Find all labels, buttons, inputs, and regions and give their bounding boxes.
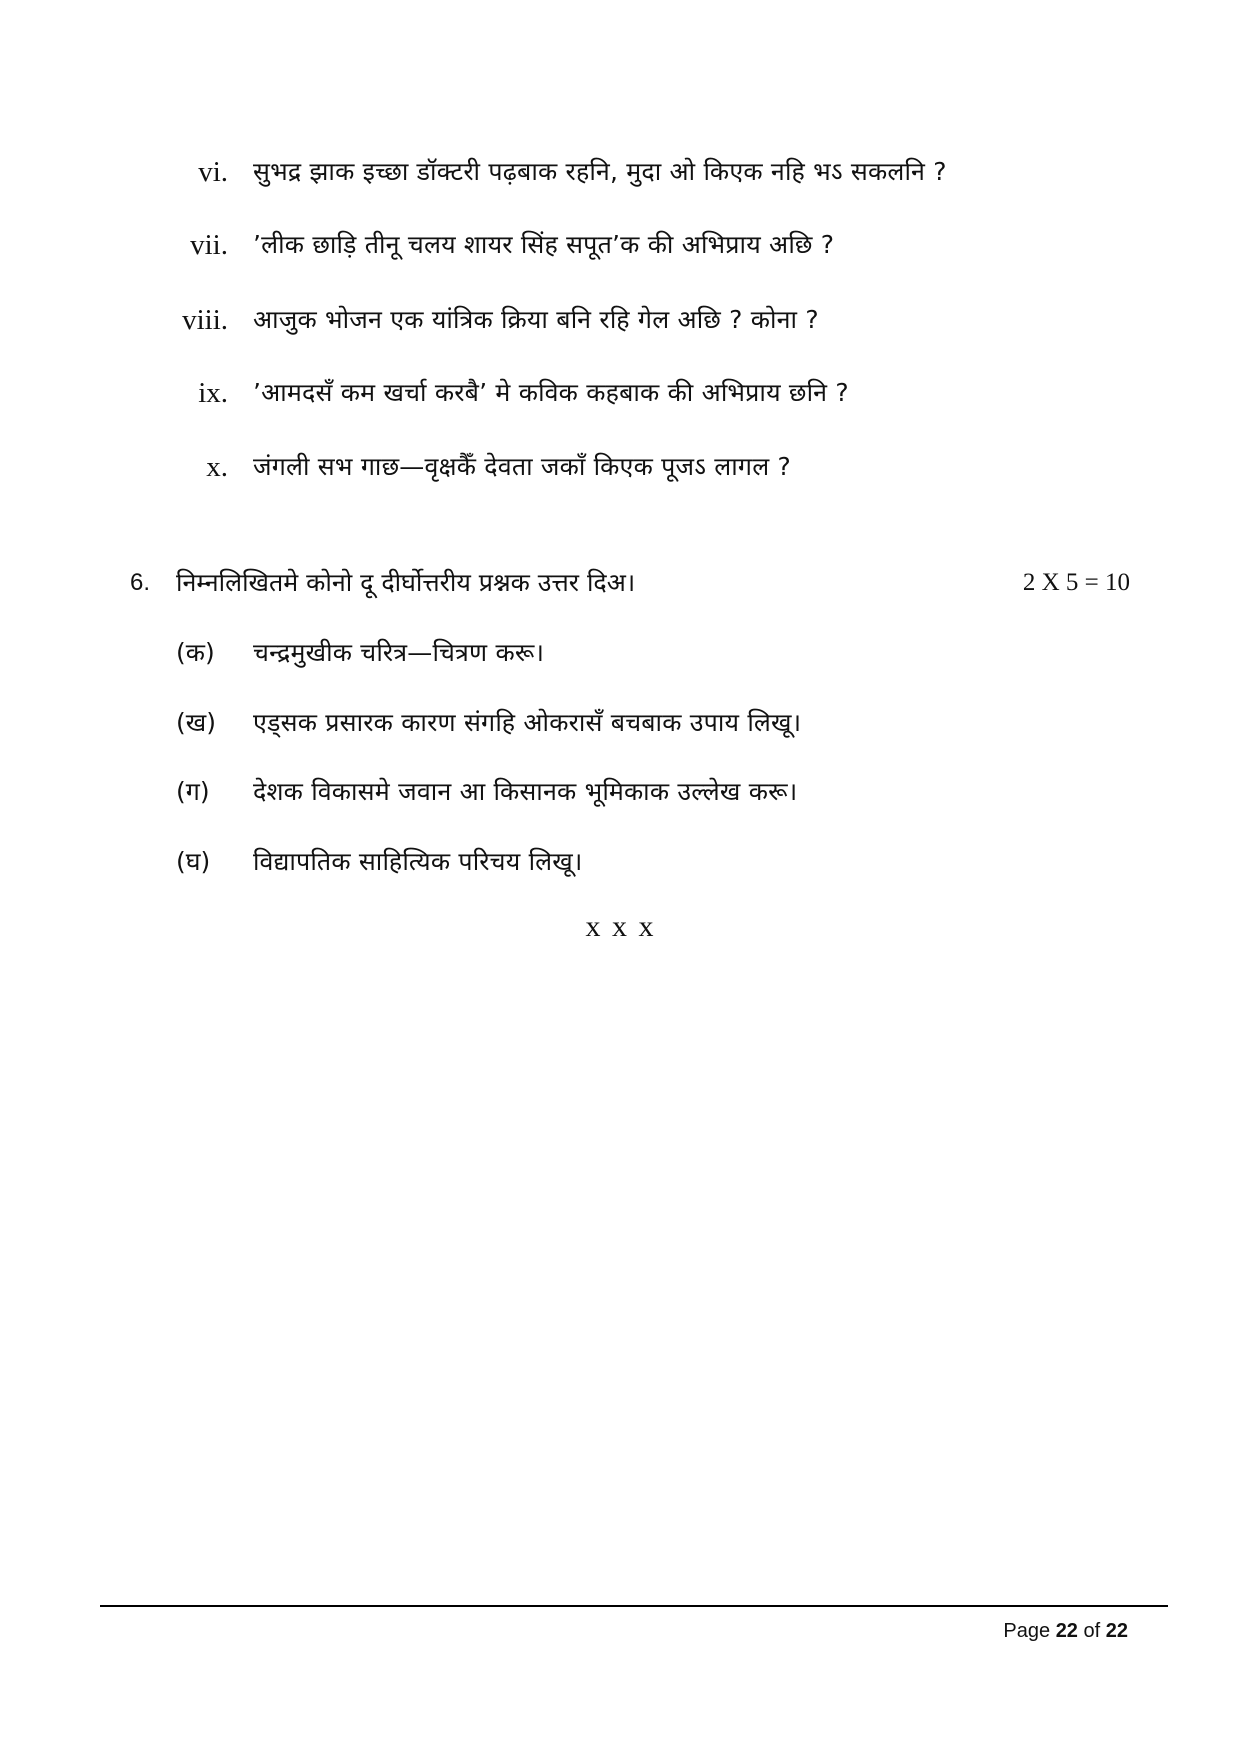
question-text: आजुक भोजन एक यांत्रिक क्रिया बनि रहि गेल अछि ? कोना ?: [253, 305, 819, 334]
option-label: (घ): [176, 847, 211, 876]
option-text: देशक विकासमे जवान आ किसानक भूमिकाक उल्लेख करू।: [253, 777, 798, 806]
option-text: एड्सक प्रसारक कारण संगहि ओकरासँ बचबाक उपाय लिखू।: [253, 708, 802, 737]
question-number: viii.: [182, 304, 228, 336]
option-label: (ग): [176, 777, 210, 806]
question-number: x.: [206, 451, 228, 483]
option-text: विद्यापतिक साहित्यिक परिचय लिखू।: [253, 847, 583, 876]
question-text: ’लीक छाड़ि तीनू चलय शायर सिंह सपूत’क की अभिप्राय अछि ?: [253, 230, 835, 259]
question-text: जंगली सभ गाछ—वृक्षकैँ देवता जकाँ किएक पूजऽ लागल ?: [253, 452, 791, 481]
option-text: चन्द्रमुखीक चरित्र—चित्रण करू।: [253, 638, 545, 667]
question-6-number: 6.: [130, 569, 151, 596]
question-number: ix.: [198, 377, 228, 409]
option-label: (क): [176, 638, 215, 667]
question-text: सुभद्र झाक इच्छा डॉक्टरी पढ़बाक रहनि, मुदा ओ किएक नहि भऽ सकलनि ?: [253, 157, 947, 186]
end-of-paper-mark: x x x: [585, 910, 656, 943]
question-number: vi.: [198, 156, 228, 188]
page-word: Page: [1003, 1620, 1051, 1642]
total-page-number: 22: [1105, 1620, 1128, 1642]
question-number: vii.: [190, 229, 228, 261]
current-page-number: 22: [1055, 1620, 1078, 1642]
option-label: (ख): [176, 708, 216, 737]
page-number-footer: [900, 1620, 1128, 1643]
question-6-marks: 2 X 5 = 10: [1022, 569, 1130, 596]
of-word: of: [1083, 1620, 1101, 1642]
question-text: ’आमदसँ कम खर्चा करबै’ मे कविक कहबाक की अभिप्राय छनि ?: [253, 378, 849, 407]
footer-divider: [100, 1605, 1168, 1607]
question-6-text: निम्नलिखितमे कोनो दू दीर्घोत्तरीय प्रश्नक उत्तर दिअ।: [176, 568, 636, 597]
